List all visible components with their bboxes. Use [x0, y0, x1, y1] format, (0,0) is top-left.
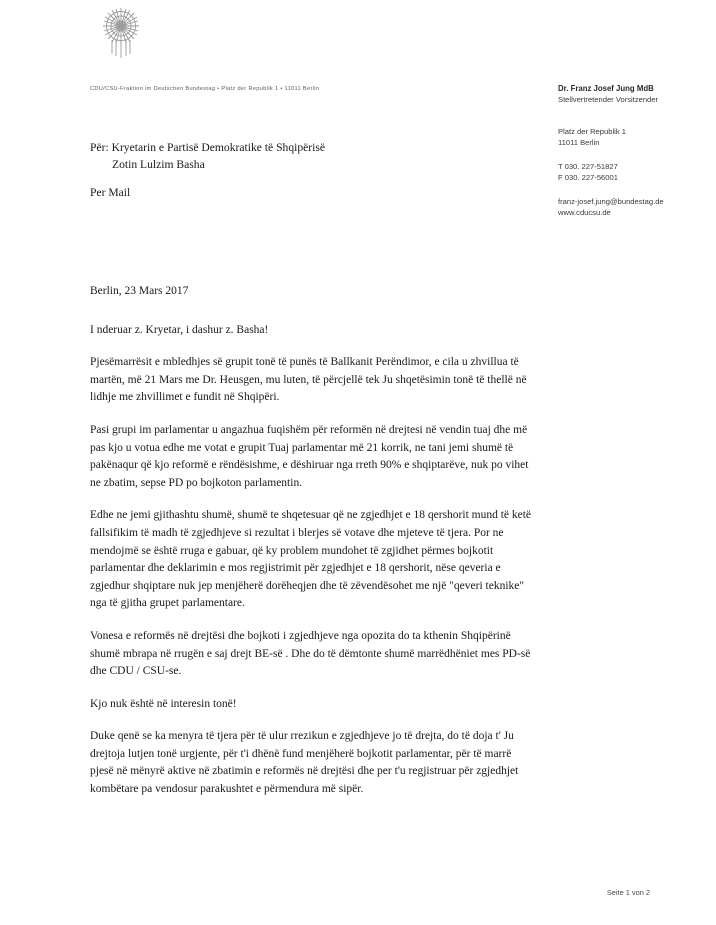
bundestag-eagle-logo: [90, 4, 152, 60]
delivery-method: Per Mail: [90, 186, 131, 199]
letter-paragraph: Duke qenë se ka menyra të tjera për të ulur rrezikun e zgjedhjeve jo të drejta, do të doja t' Ju drejtoja lutjen tonë urgjente, për t'i dhënë fund menjëherë bojkotit parlamentar, për të marrë pjesë në mënyrë aktive në zbatimin e reformës në drejtësi dhe per t'u regjistruar për zgjedhjet kombëtare pa vendosur parakushtet e përmendura më sipër.: [90, 730, 519, 796]
recipient-address: [90, 139, 325, 173]
contact-website: www.cducsu.de: [558, 207, 611, 217]
letter-paragraph: Pjesëmarrësit e mbledhjes së grupit tonë të punës të Ballkanit Perëndimor, e cila u zhvillua të martën, më 21 Mars me Dr. Heusgen, mu luten, të përcjellë tek Ju shqetësimin tonë të thellë në lidhje me zhvillimet e fundit në Shqipëri.: [90, 356, 527, 404]
contact-name: Dr. Franz Josef Jung MdB: [558, 84, 654, 93]
letter-paragraph: Vonesa e reformës në drejtësi dhe bojkoti i zgjedhjeve nga opozita do ta kthenin Shqipërinë shumë mbrapa në rrugën e saj drejt BE-së . Dhe do të dëmtonte shumë marrëdhëniet mes PD-së dhe CDU / CSU-se.: [90, 629, 531, 678]
contact-phone: T 030. 227-51827: [558, 162, 618, 171]
contact-info-column: [558, 84, 708, 218]
recipient-line-1: Për: Kryetarin e Partisë Demokratike të Shqipërisë: [90, 141, 326, 154]
letter-date: Berlin, 23 Mars 2017: [90, 285, 189, 297]
letter-paragraph: Edhe ne jemi gjithashtu shumë, shumë te shqetesuar që ne zgjedhjet e 18 qershorit mund të ketë fallsifikim të madh të zgjedhjeve si rezultat i blerjes së votave dhe mjeteve të tjera. Por ne mendojmë se është rruga e gabuar, që ky problem mundohet të zgjidhet përmes bojkotit parlamentar dhe deklarimin e mos regjistrimit për zgjedhjet e 18 qershorit, nëse qeveria e zgjedhur shqiptare nuk jep menjëherë dorëheqjen dhe të zëvendësohet me një "qeveri teknike" nga të gjitha grupet parlamentare.: [90, 509, 532, 610]
letter-paragraph: Pasi grupi im parlamentar u angazhua fuqishëm për reformën në drejtesi në vendin tuaj dhe më pas kjo u votua edhe me votat e grupit Tuaj parlamentar më 21 korrik, ne tani jemi shumë të pakënaqur që kjo reformë e rëndësishme, e dëshiruar nga rreth 90% e shqiptarëve, nuk po vihet ne zbatim, sepse PD po bojkoton parlamentin.: [90, 423, 529, 489]
recipient-line-2: Zotin Lulzim Basha: [112, 158, 205, 171]
contact-address-line2: 11011 Berlin: [558, 137, 600, 147]
page-number-footer: Seite 1 von 2: [606, 888, 650, 897]
contact-address: [558, 127, 708, 148]
letter-body: [90, 283, 532, 814]
letter-paragraph: Kjo nuk është në interesin tonë!: [90, 697, 237, 710]
letter-salutation: I nderuar z. Kryetar, i dashur z. Basha!: [90, 323, 269, 336]
contact-email: franz-josef.jung@bundestag.de: [558, 197, 664, 206]
contact-role: Stellvertretender Vorsitzender: [558, 94, 659, 104]
contact-phone-block: [558, 162, 708, 183]
contact-fax: F 030. 227-56001: [558, 172, 618, 182]
contact-address-line1: Platz der Republik 1: [558, 127, 626, 136]
contact-web-block: [558, 197, 708, 218]
sender-return-address: CDU/CSU-Fraktion im Deutschen Bundestag • Platz der Republik 1 • 11011 Berlin: [90, 86, 320, 92]
